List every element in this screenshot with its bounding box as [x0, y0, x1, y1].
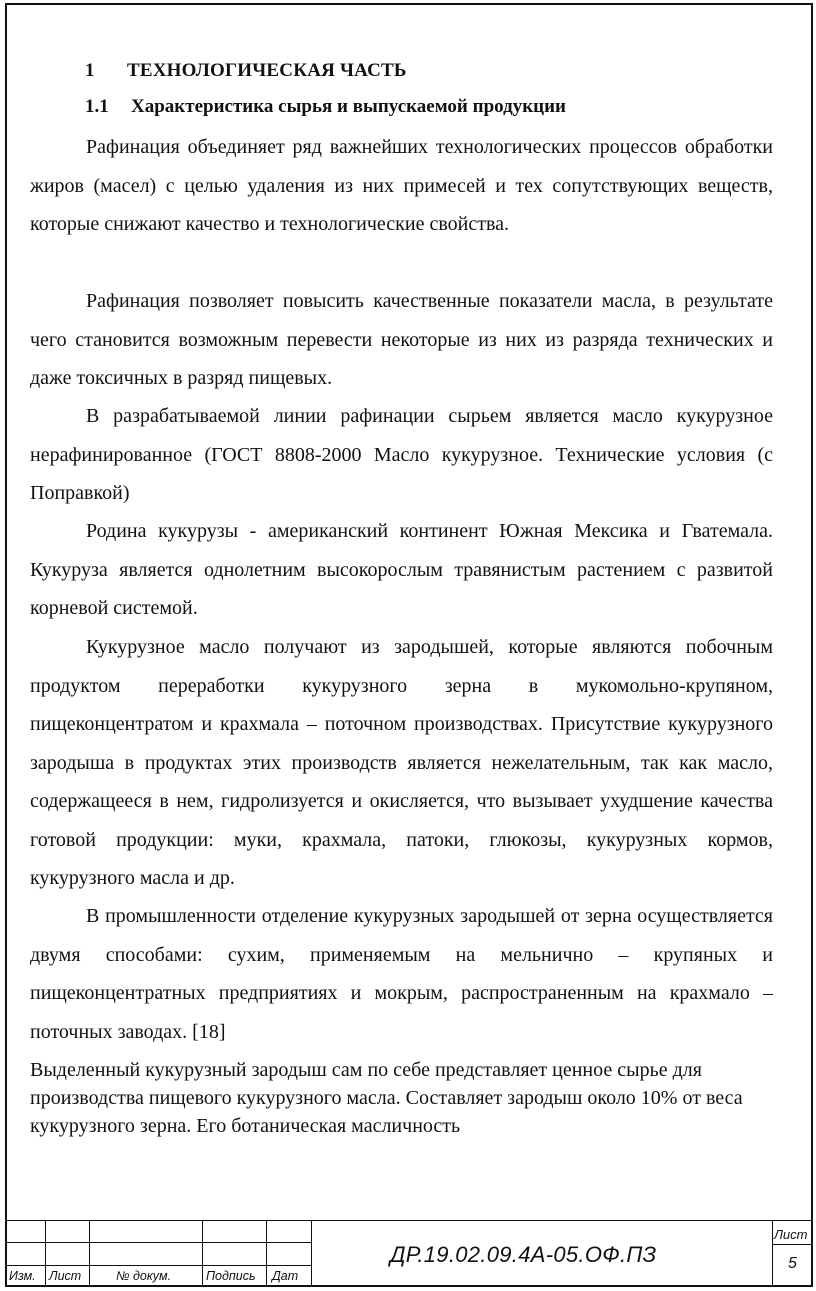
sheet-label: Лист	[774, 1227, 808, 1242]
subsection-number: 1.1	[85, 96, 109, 117]
section-heading	[85, 60, 407, 82]
subsection-heading	[85, 96, 566, 118]
stamp-label-dokum: № докум.	[116, 1269, 172, 1283]
section-number: 1	[85, 60, 95, 81]
stamp-top-line	[5, 1220, 813, 1221]
stamp-col-line-6	[772, 1220, 773, 1287]
paragraph-7: Выделенный кукурузный зародыш сам по себе представляет ценное сырье для производства пищевого кукурузного масла. Составляет зародыш около 10% от веса кукурузного зерна. Его ботаническая масличность	[30, 1059, 743, 1137]
stamp-sheet-line	[772, 1244, 813, 1245]
subsection-title: Характеристика сырья и выпускаемой продукции	[131, 96, 566, 117]
document-code: ДР.19.02.09.4А-05.ОФ.ПЗ	[390, 1242, 657, 1267]
sheet-number: 5	[788, 1255, 797, 1272]
paragraph-2: Рафинация позволяет повысить качественные показатели масла, в результате чего становится возможным перевести некоторые из них из разряда технических и даже токсичных в разряд пищевых.	[30, 290, 773, 389]
stamp-col-line-5	[311, 1220, 312, 1287]
stamp-col-line-1	[45, 1220, 46, 1287]
paragraph-6: В промышленности отделение кукурузных зародышей от зерна осуществляется двумя способами: сухим, применяемым на мельнично – крупяных и пищеконцентратных предприятиях и мокрым, распространенным на крахмало – поточных заводах. [18]	[30, 905, 773, 1043]
paragraph-1: Рафинация объединяет ряд важнейших технологических процессов обработки жиров (масел) с целью удаления из них примесей и тех сопутствующих веществ, которые снижают качество и технологические свойства.	[30, 136, 773, 235]
paragraph-5: Кукурузное масло получают из зародышей, которые являются побочным продуктом переработки кукурузного зерна в мукомольно-крупяном, пищеконцентратом и крахмала – поточном производствах. Присутствие кукурузного зародыша в продуктах этих производств является нежелательным, так как масло, содержащееся в нем, гидролизуется и окисляется, что вызывает ухудшение качества готовой продукции: муки, крахмала, патоки, глюкозы, кукурузных кормов, кукурузного масла и др.	[30, 636, 773, 889]
stamp-col-line-3	[202, 1220, 203, 1287]
stamp-label-izm: Изм.	[9, 1269, 36, 1283]
paragraph-4: Родина кукурузы - американский континент Южная Мексика и Гватемала. Кукуруза является однолетним высокорослым травянистым растением с развитой корневой системой.	[30, 520, 773, 619]
stamp-label-podpis: Подпись	[206, 1269, 256, 1283]
stamp-col-line-2	[89, 1220, 90, 1287]
stamp-label-data: Дат	[272, 1269, 299, 1283]
paragraph-3: В разрабатываемой линии рафинации сырьем является масло кукурузное нерафинированное (ГОСТ 8808-2000 Масло кукурузное. Технические условия (с Поправкой)	[30, 405, 773, 504]
section-title: ТЕХНОЛОГИЧЕСКАЯ ЧАСТЬ	[127, 60, 407, 81]
stamp-col-line-4	[266, 1220, 267, 1287]
stamp-label-list: Лист	[49, 1269, 82, 1283]
